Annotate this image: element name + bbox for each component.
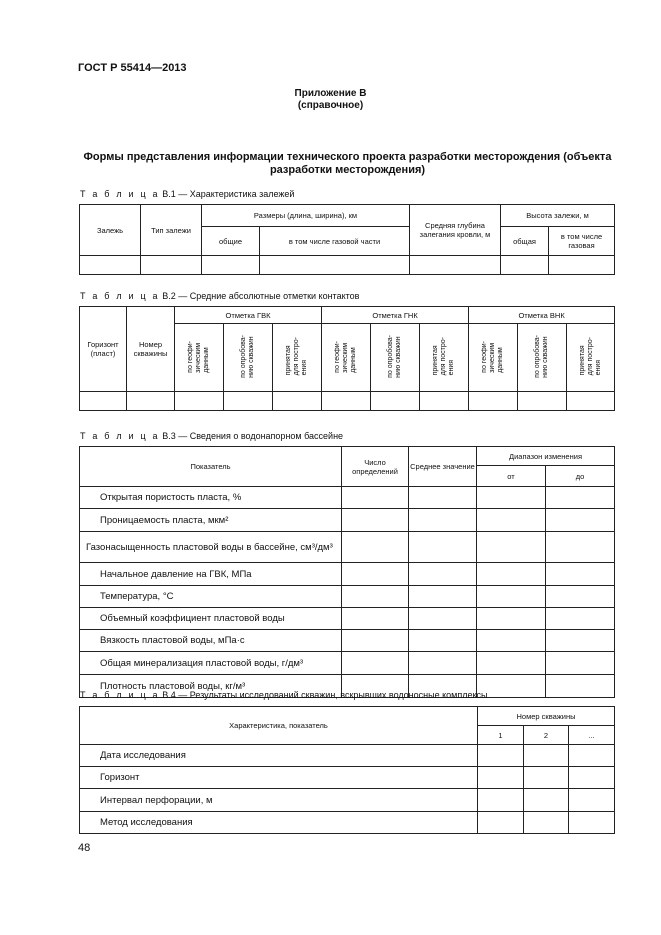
- cell: [409, 586, 477, 608]
- table-b2-caption: [80, 291, 359, 302]
- cell: [546, 509, 615, 532]
- table-row: [80, 812, 615, 834]
- caption-prefix: Т а б л и ц а: [80, 291, 160, 301]
- table-b1: [79, 204, 615, 275]
- caption-text: В.3 — Сведения о водонапорном бассейне: [159, 431, 344, 441]
- table-b3: [79, 446, 615, 698]
- cell: [409, 608, 477, 630]
- sub-prinyataya: [273, 324, 322, 392]
- cell: [546, 563, 615, 586]
- cell: [477, 532, 546, 563]
- table-b3-caption: [80, 431, 343, 442]
- header-nomer: Номер скважины: [127, 307, 175, 392]
- sub-oprobovanie: [371, 324, 420, 392]
- header-tip: Тип залежи: [141, 205, 202, 256]
- table-row: [80, 767, 615, 789]
- cell: [569, 745, 615, 767]
- sub-label: по опробова- нию скважин: [240, 335, 255, 378]
- cell: [477, 608, 546, 630]
- appendix-note: (справочное): [297, 100, 364, 111]
- cell: [409, 509, 477, 532]
- forms-title: Формы представления информации технического проекта разработки месторождения (объекта разработки месторождения): [83, 151, 612, 176]
- header-chislo: Число определений: [342, 447, 409, 487]
- cell: [342, 509, 409, 532]
- cell: [175, 392, 224, 411]
- row-label: Дата исследования: [80, 745, 478, 767]
- cell: [224, 392, 273, 411]
- row-label: Интервал перфорации, м: [80, 789, 478, 812]
- header-gaz: в том числе газовой части: [260, 227, 410, 256]
- table-row: [80, 789, 615, 812]
- cell: [524, 767, 569, 789]
- cell: [202, 256, 260, 275]
- cell: [342, 532, 409, 563]
- cell: [546, 675, 615, 698]
- cell: [409, 487, 477, 509]
- cell: [342, 563, 409, 586]
- header-pokazatel: Показатель: [80, 447, 342, 487]
- sub-oprobovanie: [518, 324, 567, 392]
- cell: [501, 256, 549, 275]
- cell: [524, 789, 569, 812]
- appendix-title: Приложение В: [294, 88, 367, 99]
- header-razmery: Размеры (длина, ширина), км: [202, 205, 410, 227]
- cell: [80, 392, 127, 411]
- cell: [409, 630, 477, 652]
- header-vysota: Высота залежи, м: [501, 205, 615, 227]
- header-col-etc: ...: [569, 726, 615, 745]
- cell: [569, 812, 615, 834]
- header-obshaya: общая: [501, 227, 549, 256]
- cell: [477, 509, 546, 532]
- header-srednee: Среднее значение: [409, 447, 477, 487]
- sub-oprobovanie: [224, 324, 273, 392]
- row-label: Общая минерализация пластовой воды, г/дм³: [80, 652, 342, 675]
- header-do: до: [546, 466, 615, 487]
- cell: [477, 630, 546, 652]
- table-b4: [79, 706, 615, 834]
- cell: [322, 392, 371, 411]
- sub-label: принятая для постро- ения: [578, 337, 602, 376]
- sub-label: принятая для постро- ения: [432, 337, 456, 376]
- cell: [546, 630, 615, 652]
- caption-prefix: Т а б л и ц а: [80, 431, 160, 441]
- cell: [409, 532, 477, 563]
- table-b2: [79, 306, 615, 411]
- row-label: Метод исследования: [80, 812, 478, 834]
- cell: [478, 767, 524, 789]
- row-label: Проницаемость пласта, мкм²: [80, 509, 342, 532]
- row-label: Вязкость пластовой воды, мПа·с: [80, 630, 342, 652]
- cell: [546, 586, 615, 608]
- cell: [524, 745, 569, 767]
- table-row: [80, 608, 615, 630]
- cell: [546, 652, 615, 675]
- table-row: [80, 563, 615, 586]
- sub-prinyataya: [420, 324, 469, 392]
- cell: [260, 256, 410, 275]
- cell: [342, 487, 409, 509]
- cell: [342, 652, 409, 675]
- header-nomer: Номер скважины: [478, 707, 615, 726]
- cell: [569, 789, 615, 812]
- cell: [477, 563, 546, 586]
- cell: [342, 586, 409, 608]
- header-obshie: общие: [202, 227, 260, 256]
- sub-label: по геофи- зическим данным: [334, 340, 358, 373]
- header-gaz2: в том числе газовая: [549, 227, 615, 256]
- row-label: Газонасыщенность пластовой воды в бассейне, см³/дм³: [80, 532, 342, 563]
- table-b1-caption: [80, 189, 294, 200]
- table-row: [80, 509, 615, 532]
- table-row: [80, 630, 615, 652]
- table-row: [80, 745, 615, 767]
- row-label: Начальное давление на ГВК, МПа: [80, 563, 342, 586]
- cell: [273, 392, 322, 411]
- cell: [518, 392, 567, 411]
- cell: [409, 563, 477, 586]
- row-label: Объемный коэффициент пластовой воды: [80, 608, 342, 630]
- header-diapazon: Диапазон изменения: [477, 447, 615, 466]
- caption-prefix: Т а б л и ц а: [80, 690, 160, 700]
- sub-geofiz: [322, 324, 371, 392]
- row-label: Открытая пористость пласта, %: [80, 487, 342, 509]
- cell: [478, 745, 524, 767]
- cell: [371, 392, 420, 411]
- cell: [342, 608, 409, 630]
- header-har: Характеристика, показатель: [80, 707, 478, 745]
- sub-geofiz: [175, 324, 224, 392]
- sub-label: по геофи- зическим данным: [187, 340, 210, 373]
- cell: [477, 487, 546, 509]
- cell: [478, 812, 524, 834]
- caption-text: В.1 — Характеристика залежей: [159, 189, 295, 199]
- table-row: [80, 487, 615, 509]
- sub-label: по геофи- зическим данным: [481, 340, 505, 373]
- cell: [546, 608, 615, 630]
- cell: [420, 392, 469, 411]
- cell: [141, 256, 202, 275]
- cell: [342, 630, 409, 652]
- sub-geofiz: [469, 324, 518, 392]
- table-row: [80, 586, 615, 608]
- table-row: [80, 652, 615, 675]
- cell: [546, 487, 615, 509]
- cell: [569, 767, 615, 789]
- cell: [546, 532, 615, 563]
- sub-prinyataya: [567, 324, 615, 392]
- page-number: 48: [78, 842, 91, 854]
- cell: [524, 812, 569, 834]
- table-row: [80, 392, 615, 411]
- header-gnk: Отметка ГНК: [322, 307, 469, 324]
- cell: [549, 256, 615, 275]
- cell: [469, 392, 518, 411]
- header-ot: от: [477, 466, 546, 487]
- cell: [567, 392, 615, 411]
- cell: [477, 586, 546, 608]
- caption-prefix: Т а б л и ц а: [80, 189, 160, 199]
- header-gvk: Отметка ГВК: [175, 307, 322, 324]
- sub-label: по опробова- нию скважин: [534, 335, 550, 378]
- table-row: [80, 532, 615, 563]
- header-gorizont: Горизонт (пласт): [80, 307, 127, 392]
- table-b4-caption: [80, 690, 487, 701]
- header-glubina: Средняя глубина залегания кровли, м: [410, 205, 501, 256]
- header-zalezh: Залежь: [80, 205, 141, 256]
- header-col-1: 1: [478, 726, 524, 745]
- row-label: Температура, °С: [80, 586, 342, 608]
- sub-label: принятая для постро- ения: [285, 337, 309, 376]
- header-col-2: 2: [524, 726, 569, 745]
- standard-header: ГОСТ Р 55414—2013: [78, 62, 187, 74]
- caption-text: В.4 — Результаты исследований скважин, вскрывших водоносные комплексы: [159, 690, 488, 700]
- row-label: Горизонт: [80, 767, 478, 789]
- cell: [478, 789, 524, 812]
- cell: [80, 256, 141, 275]
- header-vnk: Отметка ВНК: [469, 307, 615, 324]
- cell: [477, 652, 546, 675]
- cell: [409, 652, 477, 675]
- caption-text: В.2 — Средние абсолютные отметки контактов: [159, 291, 360, 301]
- sub-label: по опробова- нию скважин: [387, 335, 403, 378]
- table-row: [80, 256, 615, 275]
- cell: [410, 256, 501, 275]
- cell: [127, 392, 175, 411]
- row-label: Плотность пластовой воды, кг/м³: [80, 675, 342, 698]
